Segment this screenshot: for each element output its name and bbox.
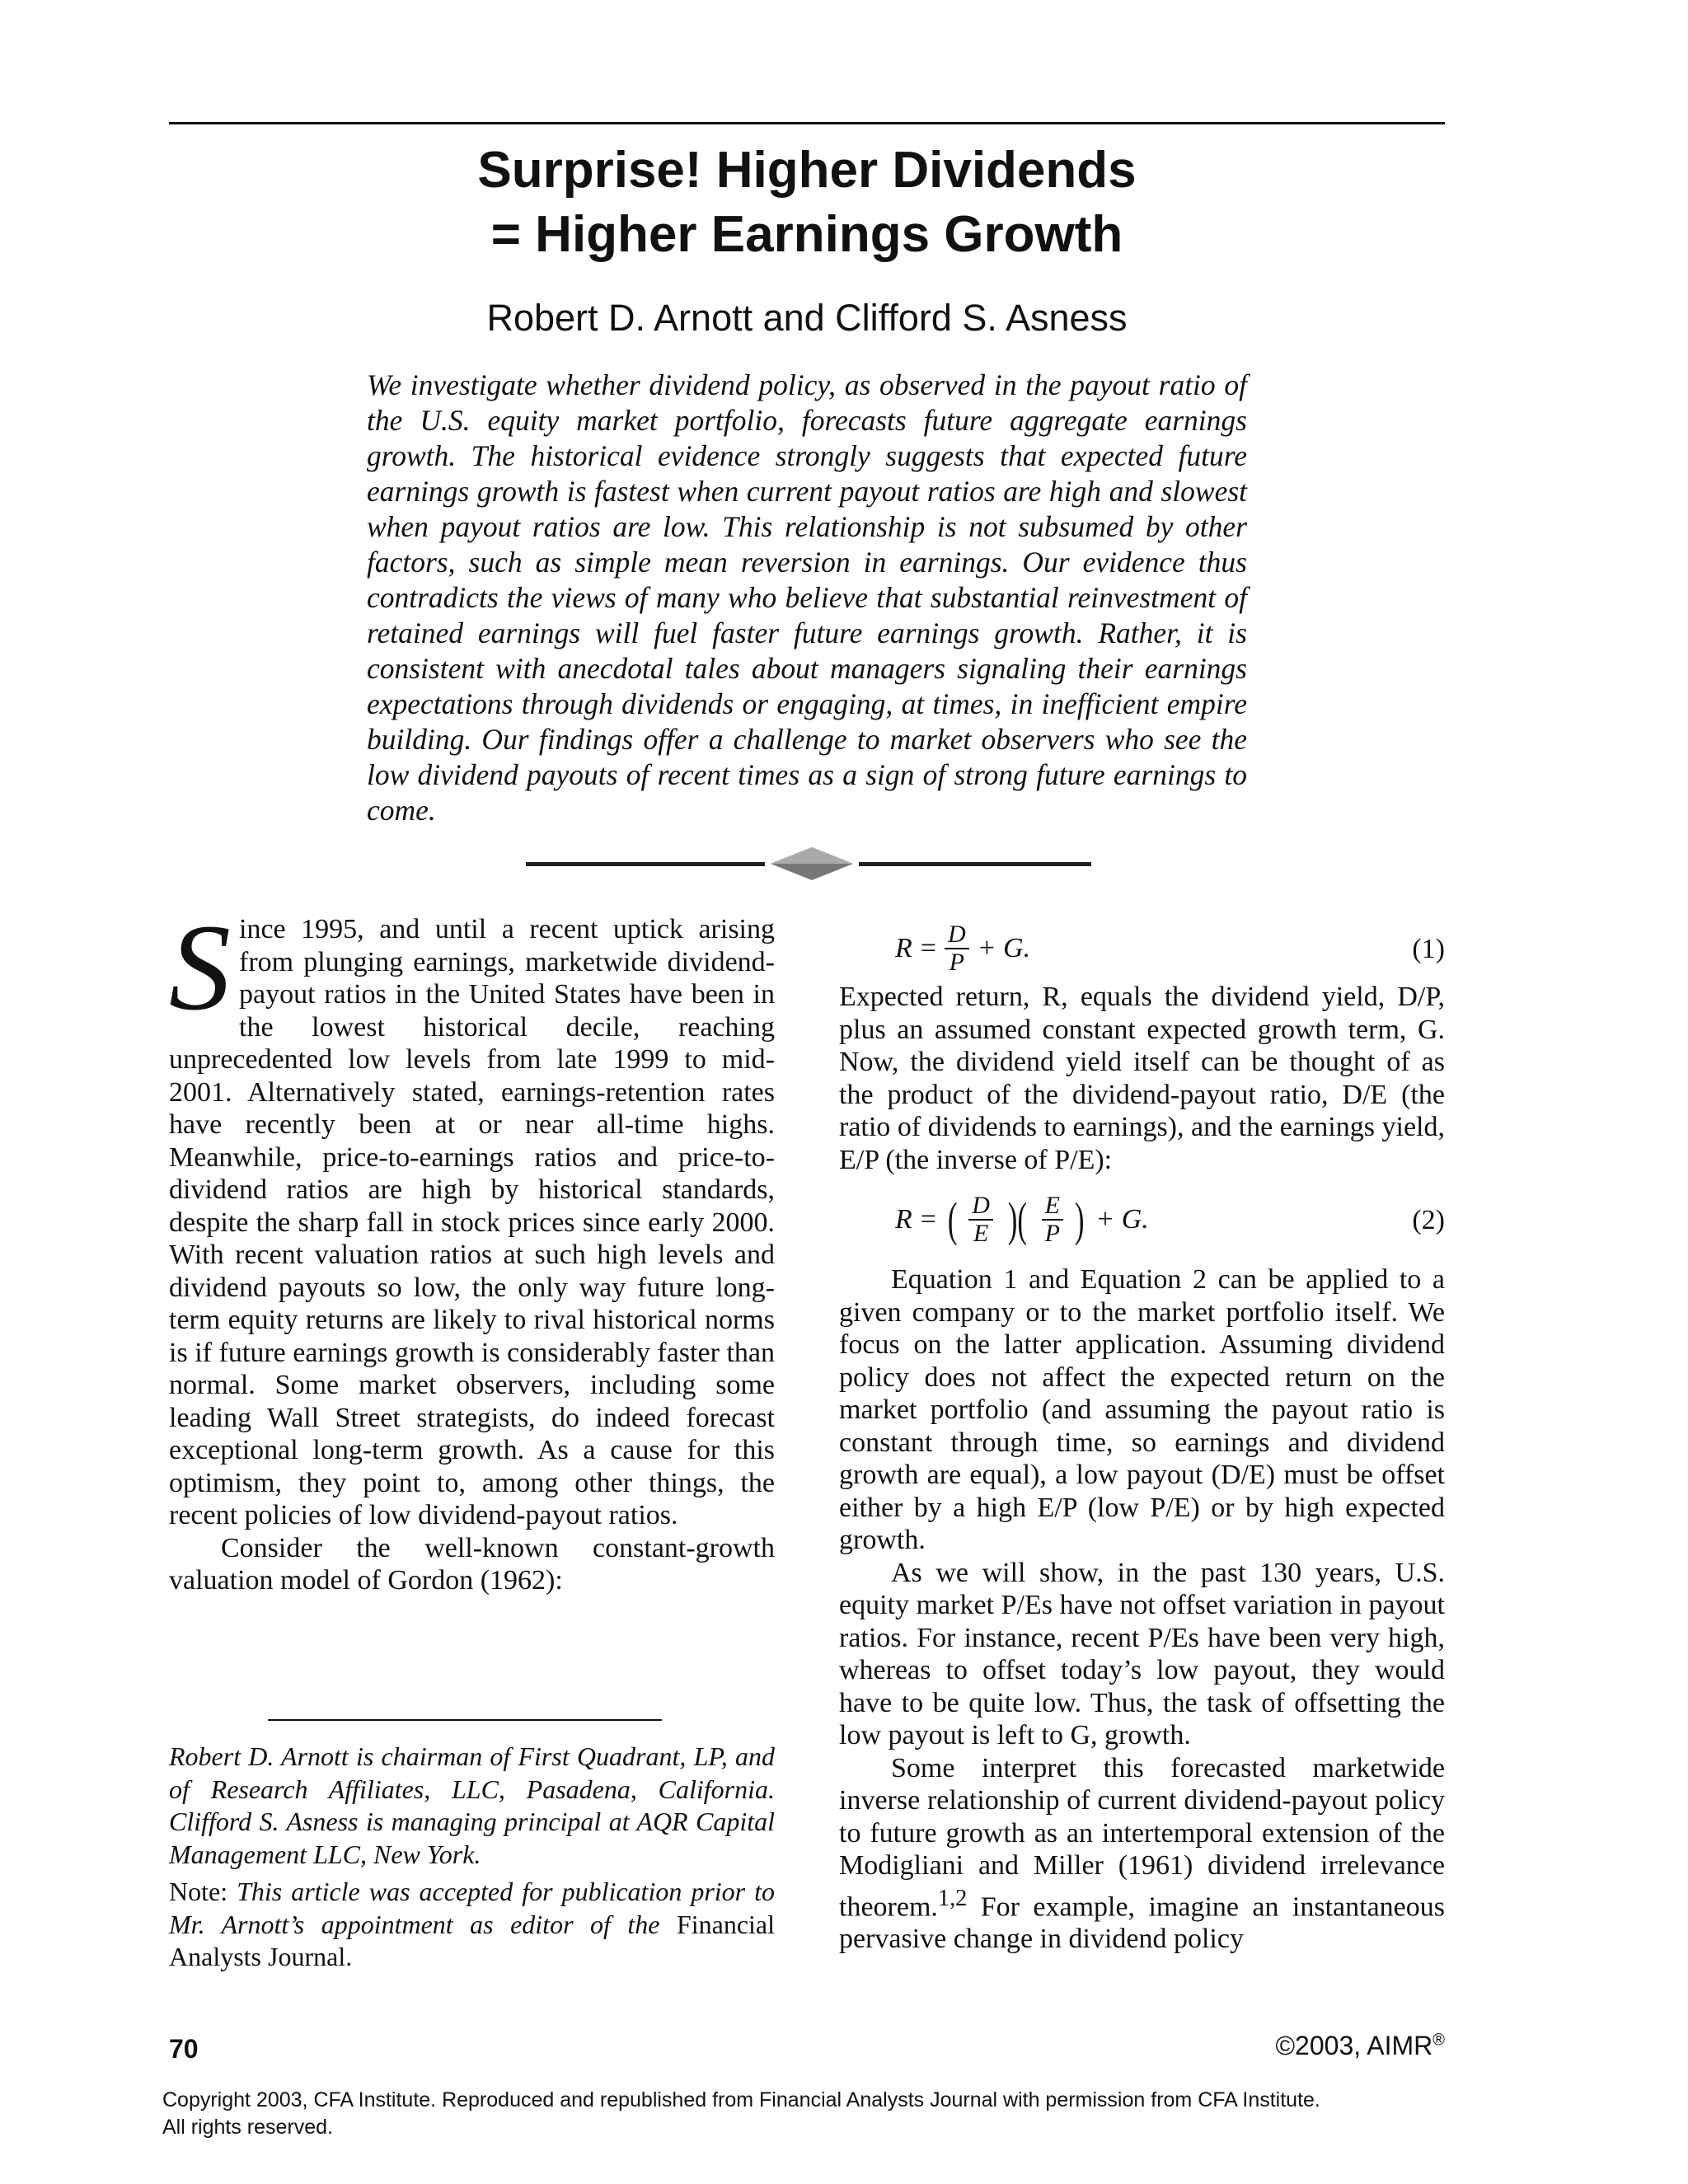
eq1-number: (1) [1412, 934, 1445, 964]
drop-cap: S [169, 899, 231, 1036]
expected-return-paragraph: Expected return, R, equals the dividend yield, D/P, plus an assumed constant expected growth term, G. Now, the dividend yield itself can be thought of as the product of the dividend-payout ratio, D/E (the ratio of dividends to earnings), and the earnings yield, E/P (the inverse of P/E): [839, 982, 1445, 1175]
eq2-fraction-1 [968, 1193, 993, 1247]
publication-note [169, 1876, 775, 1974]
abstract: We investigate whether dividend policy, as observed in the payout ratio of the U.S. equity market portfolio, forecasts future aggregate earnings growth. The historical evidence strongly suggests that expected future earnings growth is fastest when current payout ratios are high and slowest when payout ratios are low. This relationship is not subsumed by other factors, such as simple mean reversion in earnings. Our evidence thus contradicts the views of many who believe that substantial reinvestment of retained earnings will fuel faster future earnings growth. Rather, it is consistent with anecdotal tales about managers signaling their earnings expectations through dividends or engaging, at times, in inefficient empire building. Our findings offer a challenge to market observers who see the low dividend payouts of recent times as a sign of strong future earnings to come. [367, 368, 1247, 827]
equation-application-paragraph: Equation 1 and Equation 2 can be applied to a given company or to the market portfolio itself. We focus on the latter application. Assuming dividend policy does not affect the expected return on the market portfolio (and assuming the payout ratio is constant through time, so earnings and dividend growth are equal), a low payout (D/E) must be offset either by a high E/P (low P/E) or by high expected growth. [839, 1264, 1445, 1555]
eq2-fraction-2 [1042, 1193, 1063, 1247]
intro-paragraph [169, 899, 775, 1532]
eq2-tail: + G. [1095, 1204, 1149, 1235]
eq1-equals: = [920, 933, 936, 964]
registered-mark: ® [1432, 2031, 1445, 2050]
footnote-ref: 1,2 [937, 1885, 968, 1911]
equation-2: R = ( $\frac{D}{E}$ )( $\frac{E}{P}$ ) + G. (2) [895, 1192, 1445, 1247]
title-line-2: = Higher Earnings Growth [490, 206, 1123, 263]
publisher-text: ©2003, AIMR [1275, 2031, 1433, 2060]
left-column [169, 899, 775, 1597]
note-label: Note: [169, 1877, 228, 1906]
title-line-1: Surprise! Higher Dividends [477, 142, 1137, 199]
note-journal: Financial Analysts Journal. [169, 1909, 776, 1971]
intro-text: ince 1995, and until a recent uptick arising from plunging earnings, marketwide dividend-payout ratios in the United States have been in the lowest historical decile, reaching unprecedented low levels from late 1999 to mid-2001. Alternatively stated, earnings-retention rates have recently been at or near all-time highs. Meanwhile, price-to-earnings ratios and price-to-dividend ratios are high by historical standards, despite the sharp fall in stock prices since early 2000. With recent valuation ratios at such high levels and dividend payouts so low, the only way future long-term equity returns are likely to rival historical norms is if future earnings growth is considerably faster than normal. Some market observers, including some leading Wall Street strategists, do indeed forecast exceptional long-term growth. As a cause for this optimism, they point to, among other things, the recent policies of low dividend-payout ratios. [169, 914, 775, 1530]
gordon-paragraph: Consider the well-known constant-growth valuation model of Gordon (1962): [169, 1532, 775, 1596]
eq1-fraction [945, 921, 969, 976]
eq1-numerator: D [945, 921, 969, 949]
copyright-line-2: All rights reserved. [162, 2116, 334, 2139]
right-column [839, 913, 1445, 1956]
eq2-number: (2) [1412, 1205, 1445, 1235]
eq1-lhs: R [895, 933, 912, 964]
eq1-tail: + G. [977, 933, 1031, 964]
article-title [169, 138, 1445, 267]
page-number: 70 [169, 2034, 199, 2064]
eq2-numerator-2: E [1042, 1193, 1063, 1221]
note-text: This article was accepted for publication prior to Mr. Arnott’s appointment as editor of the [169, 1877, 776, 1939]
mm-text: Some interpret this forecasted marketwide inverse relationship of current dividend-payout policy to future growth as an intertemporal extension of the Modigliani and Miller (1961) dividend irrelevance theorem. [839, 1752, 1445, 1922]
section-divider-ornament [519, 842, 1096, 883]
publisher-copyright [1275, 2031, 1445, 2061]
equation-1 [839, 913, 1445, 981]
reproduction-notice [162, 2087, 1481, 2141]
top-rule [169, 122, 1445, 124]
eq2-equals: = [920, 1204, 936, 1235]
eq2-denominator-1: E [973, 1220, 989, 1247]
copyright-line-1: Copyright 2003, CFA Institute. Reproduced and republished from Financial Analysts Journal with permission from CFA Institute. [162, 2088, 1320, 2111]
authors: Robert D. Arnott and Clifford S. Asness [486, 297, 1128, 339]
eq1-denominator: P [949, 949, 964, 976]
eq2-denominator-2: P [1044, 1220, 1060, 1247]
mm-tail: For example, imagine an instantaneous pervasive change in dividend policy [839, 1891, 1445, 1955]
footnote-rule [268, 1719, 662, 1721]
author-bio: Robert D. Arnott is chairman of First Quadrant, LP, and of Research Affiliates, LLC, Pasadena, California. Clifford S. Asness is managing principal at AQR Capital Management LLC, New York. [169, 1741, 775, 1869]
eq2-numerator-1: D [968, 1193, 993, 1221]
modigliani-miller-paragraph [839, 1752, 1445, 1956]
eq2-lhs: R [895, 1204, 912, 1235]
historical-pe-paragraph: As we will show, in the past 130 years, U.S. equity market P/Es have not offset variation in payout ratios. For instance, recent P/Es have been very high, whereas to offset today’s low payout, they would have to be quite low. Thus, the task of offsetting the low payout is left to G, growth. [839, 1557, 1445, 1750]
